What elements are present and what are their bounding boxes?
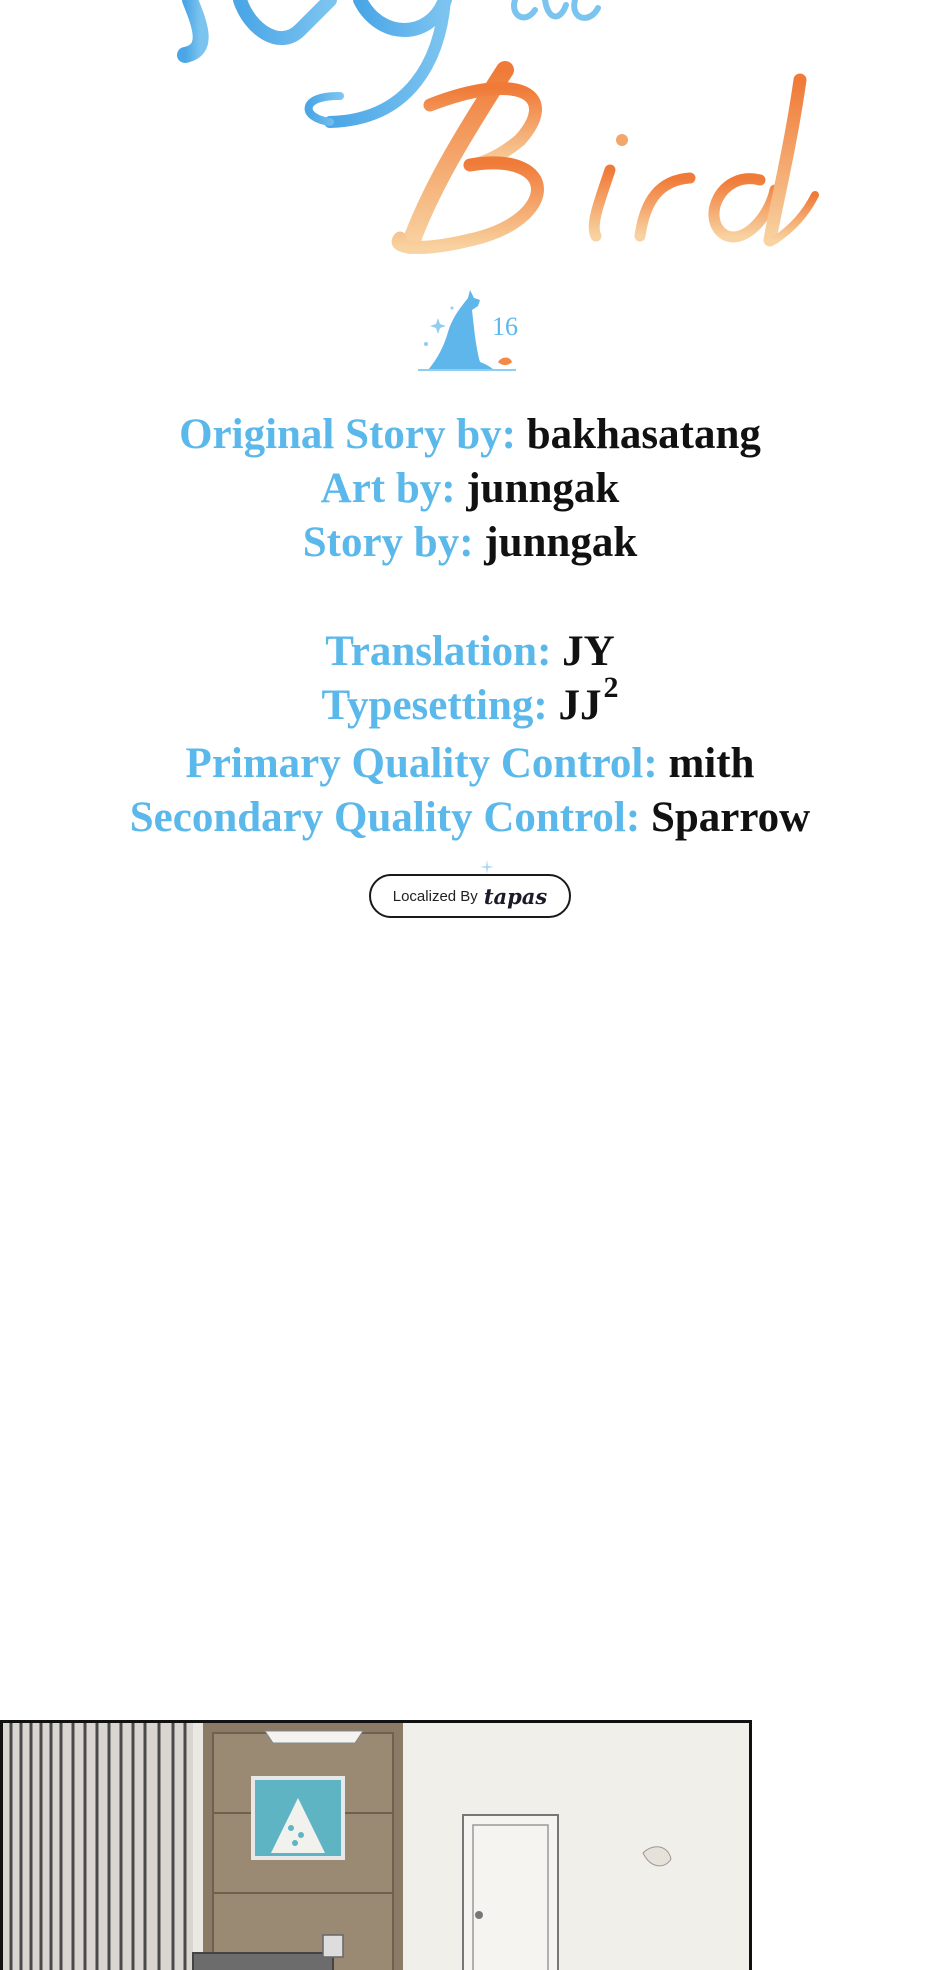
staff-label: Typesetting: bbox=[321, 682, 548, 729]
localized-by-badge bbox=[369, 874, 571, 918]
badge-prefix: Localized By bbox=[392, 887, 478, 905]
staff-primary-qc bbox=[0, 737, 940, 791]
staff-value: JJ bbox=[558, 682, 602, 729]
staff-label: Secondary Quality Control: bbox=[129, 794, 641, 841]
chapter-emblem bbox=[408, 288, 528, 378]
credit-art bbox=[0, 462, 940, 516]
credit-story bbox=[0, 516, 940, 570]
room-illustration bbox=[3, 1723, 752, 1970]
title-bird-strokes bbox=[398, 70, 815, 247]
credits-block bbox=[0, 408, 940, 845]
title-and-strokes bbox=[514, 0, 598, 18]
credit-value: bakhasatang bbox=[526, 411, 761, 458]
title-dog-strokes bbox=[185, 0, 445, 122]
staff-value: mith bbox=[668, 740, 755, 787]
series-title-logo bbox=[0, 0, 940, 270]
credit-original-story bbox=[0, 408, 940, 462]
credit-label: Original Story by: bbox=[179, 411, 516, 458]
staff-typesetting bbox=[0, 671, 940, 737]
sparkle-icon bbox=[480, 860, 494, 874]
staff-superscript: 2 bbox=[603, 671, 619, 704]
credit-label: Art by: bbox=[320, 465, 456, 512]
staff-value: Sparrow bbox=[650, 794, 811, 841]
staff-value: JY bbox=[562, 628, 615, 675]
staff-secondary-qc bbox=[0, 791, 940, 845]
staff-label: Translation: bbox=[325, 628, 552, 675]
credit-value: junngak bbox=[466, 465, 620, 512]
comic-panel bbox=[0, 1720, 752, 1970]
staff-label: Primary Quality Control: bbox=[185, 740, 658, 787]
credit-value: junngak bbox=[484, 519, 638, 566]
staff-translation bbox=[0, 625, 940, 679]
chapter-number: 16 bbox=[492, 312, 518, 341]
credit-label: Story by: bbox=[302, 519, 474, 566]
tapas-logo: tapas bbox=[483, 883, 548, 909]
